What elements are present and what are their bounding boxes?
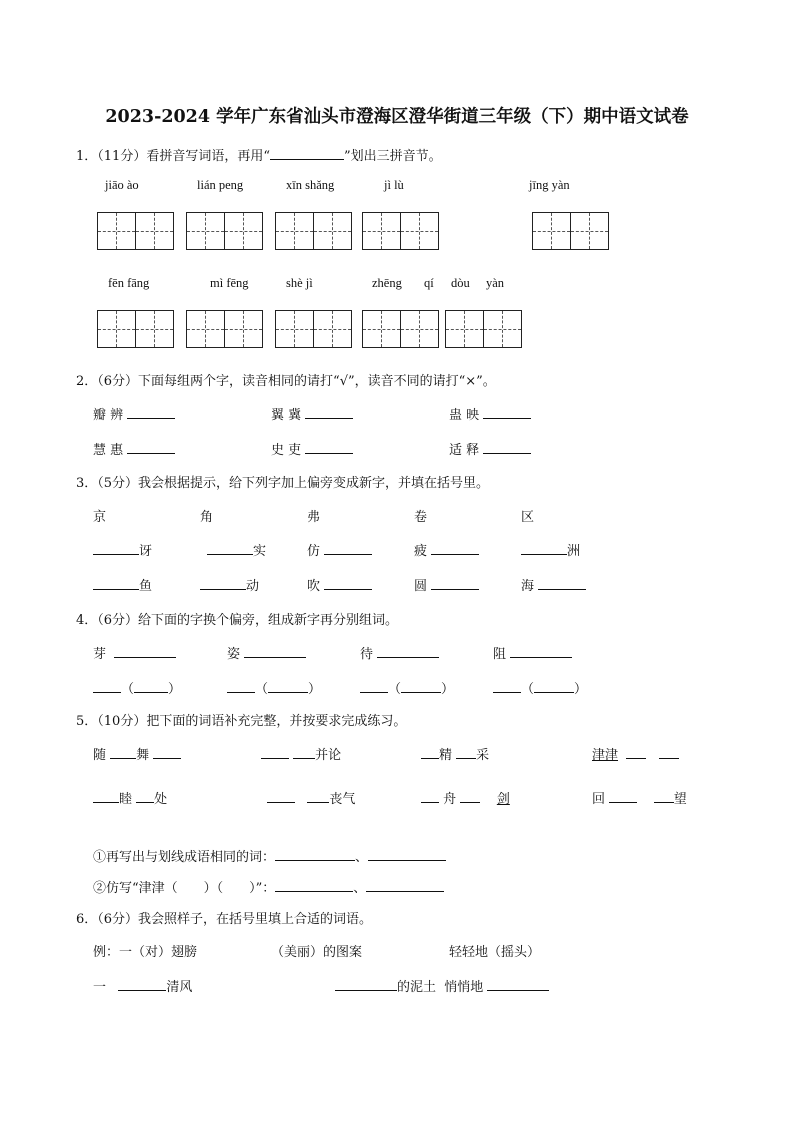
pinyin-11: dòu: [451, 276, 470, 290]
answer-blank[interactable]: [401, 680, 441, 693]
answer-blank[interactable]: [510, 645, 572, 658]
q2-pair: 瓣 辨: [93, 404, 175, 423]
q3-char: 京: [93, 510, 107, 525]
answer-blank[interactable]: [456, 746, 476, 759]
q1-prompt-end: ”划出三拼音节。: [343, 149, 442, 164]
answer-blank[interactable]: [307, 790, 329, 803]
answer-blank[interactable]: [207, 542, 253, 555]
q5-sub1: ①再写出与划线成语相同的词： 、: [93, 846, 446, 865]
char-grid[interactable]: [532, 212, 609, 250]
q4-prompt: 4．（6分）给下面的字换个偏旁，组成新字再分别组词。: [76, 613, 399, 628]
pinyin-10: qí: [424, 276, 434, 290]
answer-blank[interactable]: [421, 746, 439, 759]
q6-example-2: （美丽）的图案: [271, 945, 363, 960]
pinyin-4: jì lù: [384, 178, 404, 192]
q5-prompt: 5．（10分）把下面的词语补充完整，并按要求完成练习。: [76, 714, 407, 729]
q2-pair: 慧 惠: [93, 439, 175, 458]
answer-blank[interactable]: [93, 790, 119, 803]
answer-blank[interactable]: [114, 645, 176, 658]
pinyin-6: fēn fāng: [108, 276, 150, 290]
answer-blank[interactable]: [654, 790, 674, 803]
answer-blank[interactable]: [609, 790, 637, 803]
q3-char: 卷: [414, 510, 428, 525]
char-grid[interactable]: [186, 212, 263, 250]
answer-blank[interactable]: [460, 790, 480, 803]
answer-blank[interactable]: [134, 680, 168, 693]
answer-blank[interactable]: [360, 680, 388, 693]
char-grid[interactable]: [186, 310, 263, 348]
answer-blank[interactable]: [366, 879, 444, 892]
char-grid[interactable]: [362, 310, 439, 348]
q1-prompt: [76, 145, 442, 164]
answer-blank[interactable]: [483, 441, 531, 454]
q2-pair: 适 释: [449, 439, 531, 458]
answer-blank[interactable]: [261, 746, 289, 759]
pinyin-3: xīn shǎng: [286, 178, 335, 192]
answer-blank[interactable]: [483, 406, 531, 419]
q3-prompt: 3．（5分）我会根据提示，给下列字加上偏旁变成新字，并填在括号里。: [76, 476, 490, 491]
answer-blank[interactable]: [200, 577, 246, 590]
q5-sub2: ②仿写“津津（ ）（ ）”： 、: [93, 877, 444, 896]
answer-blank[interactable]: [267, 790, 295, 803]
q3-char: 角: [200, 510, 214, 525]
answer-blank[interactable]: [521, 542, 567, 555]
char-grid[interactable]: [275, 212, 352, 250]
answer-blank[interactable]: [136, 790, 154, 803]
answer-blank[interactable]: [538, 577, 586, 590]
page-title: 2023-2024 学年广东省汕头市澄海区澄华街道三年级（下）期中语文试卷: [105, 107, 689, 127]
answer-blank[interactable]: [153, 746, 181, 759]
answer-blank[interactable]: [431, 542, 479, 555]
q2-pair: 翼 冀: [271, 404, 353, 423]
pinyin-9: zhēng: [372, 276, 402, 290]
q1-underline-sample: [270, 147, 344, 160]
pinyin-8: shè jì: [286, 276, 313, 290]
q2-prompt: 2．（6分）下面每组两个字，读音相同的请打“√”，读音不同的请打“×”。: [76, 374, 496, 389]
answer-blank[interactable]: [493, 680, 521, 693]
answer-blank[interactable]: [305, 406, 353, 419]
q3-char: 弗: [307, 510, 321, 525]
answer-blank[interactable]: [110, 746, 136, 759]
q2-pair: 史 吏: [271, 439, 353, 458]
pinyin-1: jiāo ào: [105, 178, 139, 192]
answer-blank[interactable]: [268, 680, 308, 693]
answer-blank[interactable]: [93, 680, 121, 693]
char-grid[interactable]: [445, 310, 522, 348]
char-grid[interactable]: [362, 212, 439, 250]
answer-blank[interactable]: [626, 746, 646, 759]
char-grid[interactable]: [97, 310, 174, 348]
answer-blank[interactable]: [335, 978, 397, 991]
pinyin-5: jīng yàn: [529, 178, 570, 192]
char-grid[interactable]: [275, 310, 352, 348]
answer-blank[interactable]: [324, 542, 372, 555]
answer-blank[interactable]: [244, 645, 306, 658]
pinyin-2: lián peng: [197, 178, 244, 192]
char-grid[interactable]: [97, 212, 174, 250]
answer-blank[interactable]: [118, 978, 166, 991]
answer-blank[interactable]: [127, 406, 175, 419]
answer-blank[interactable]: [421, 790, 439, 803]
answer-blank[interactable]: [227, 680, 255, 693]
answer-blank[interactable]: [293, 746, 315, 759]
answer-blank[interactable]: [534, 680, 574, 693]
q2-pair: 蛊 映: [449, 404, 531, 423]
answer-blank[interactable]: [305, 441, 353, 454]
answer-blank[interactable]: [659, 746, 679, 759]
pinyin-12: yàn: [486, 276, 505, 290]
q6-prompt: 6．（6分）我会照样子，在括号里填上合适的词语。: [76, 912, 373, 927]
answer-blank[interactable]: [431, 577, 479, 590]
answer-blank[interactable]: [275, 879, 353, 892]
q6-example-3: 轻轻地（摇头）: [449, 945, 541, 960]
answer-blank[interactable]: [275, 848, 355, 861]
answer-blank[interactable]: [377, 645, 439, 658]
answer-blank[interactable]: [368, 848, 446, 861]
answer-blank[interactable]: [93, 542, 139, 555]
q6-example-1: 例：一（对）翅膀: [93, 945, 198, 960]
q3-char: 区: [521, 510, 535, 525]
answer-blank[interactable]: [487, 978, 549, 991]
answer-blank[interactable]: [324, 577, 372, 590]
answer-blank[interactable]: [93, 577, 139, 590]
answer-blank[interactable]: [127, 441, 175, 454]
pinyin-7: mì fēng: [210, 276, 249, 290]
q1-prompt-text: 1．（11分）看拼音写词语，再用“: [76, 149, 270, 164]
